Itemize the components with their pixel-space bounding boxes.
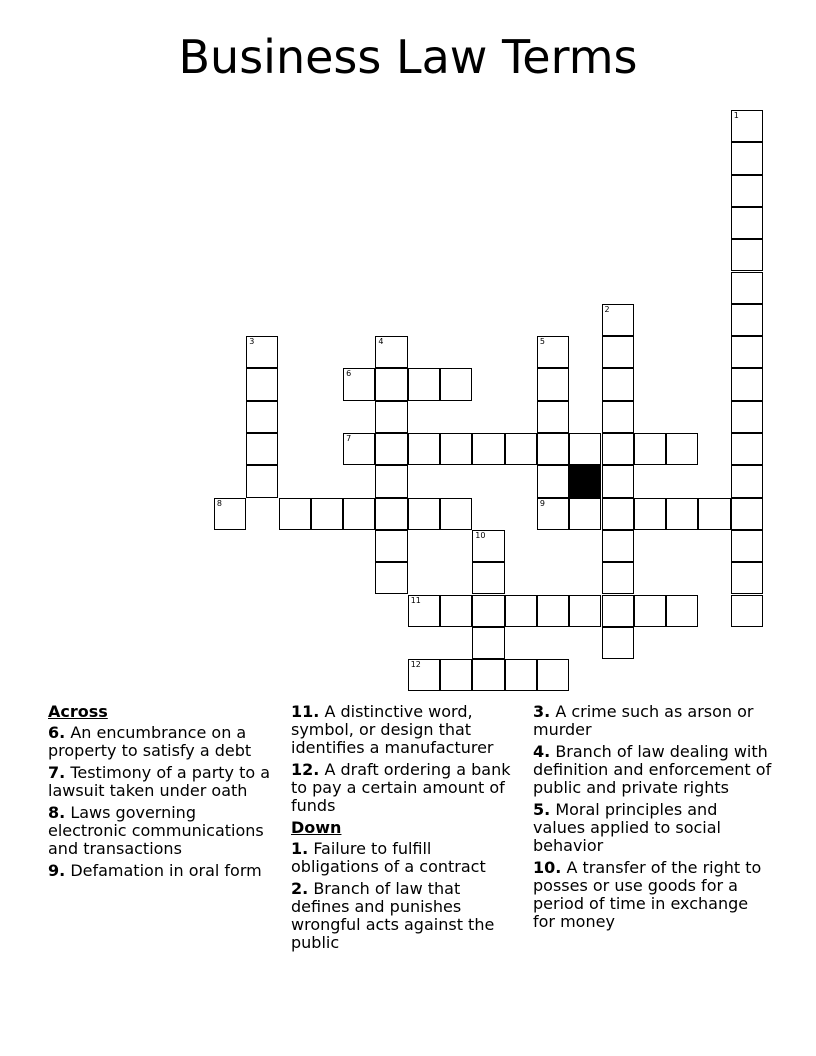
- clue-text: Failure to fulfill obligations of a contract: [291, 839, 486, 876]
- grid-cell[interactable]: [246, 465, 278, 497]
- grid-cell[interactable]: [246, 368, 278, 400]
- cell-number: 1: [733, 111, 739, 120]
- cell-number: 5: [539, 337, 545, 347]
- clue-text: Testimony of a party to a lawsuit taken under oath: [48, 763, 271, 800]
- grid-cell[interactable]: [731, 175, 763, 207]
- page-title: Business Law Terms: [178, 30, 638, 84]
- cell-number: 4: [378, 337, 384, 347]
- grid-cell[interactable]: [375, 530, 407, 562]
- grid-cell[interactable]: [666, 433, 698, 465]
- grid-cell[interactable]: [666, 595, 698, 627]
- grid-cell[interactable]: [602, 627, 634, 659]
- clues-column-2: [291, 703, 521, 956]
- grid-cell[interactable]: [440, 498, 472, 530]
- grid-cell[interactable]: [537, 659, 569, 691]
- clue-down-5: [533, 801, 773, 855]
- grid-cell[interactable]: [731, 401, 763, 433]
- clue-number: 2.: [291, 879, 309, 898]
- grid-cell[interactable]: [602, 498, 634, 530]
- clue-down-10: [533, 859, 773, 931]
- grid-cell[interactable]: [375, 433, 407, 465]
- grid-cell[interactable]: [634, 595, 666, 627]
- grid-cell[interactable]: [375, 498, 407, 530]
- grid-cell[interactable]: [375, 465, 407, 497]
- grid-cell[interactable]: [537, 336, 569, 368]
- clue-across-6: [48, 724, 278, 760]
- grid-cell[interactable]: [279, 498, 311, 530]
- grid-cell[interactable]: [634, 433, 666, 465]
- clue-down-3: [533, 703, 773, 739]
- grid-cell[interactable]: [472, 659, 504, 691]
- grid-cell[interactable]: [440, 659, 472, 691]
- grid-cell[interactable]: [602, 433, 634, 465]
- grid-cell[interactable]: [731, 239, 763, 271]
- grid-cell[interactable]: [537, 368, 569, 400]
- grid-cell[interactable]: [731, 110, 763, 142]
- grid-cell[interactable]: [537, 595, 569, 627]
- clue-number: 10.: [533, 858, 562, 877]
- clues-column-1: [48, 703, 278, 884]
- grid-cell[interactable]: [731, 562, 763, 594]
- grid-cell[interactable]: [505, 595, 537, 627]
- grid-cell[interactable]: [731, 336, 763, 368]
- clue-across-9: [48, 862, 278, 880]
- across-heading: Across: [48, 702, 108, 721]
- clue-down-1: [291, 840, 521, 876]
- grid-cell[interactable]: [472, 595, 504, 627]
- grid-cell[interactable]: [602, 368, 634, 400]
- cell-number: 11: [410, 595, 421, 605]
- grid-cell[interactable]: [537, 465, 569, 497]
- cell-number: 2: [604, 304, 610, 314]
- clue-number: 7.: [48, 763, 66, 782]
- clue-text: Branch of law dealing with definition and enforcement of public and private rights: [533, 742, 772, 797]
- grid-cell[interactable]: [731, 304, 763, 336]
- grid-cell[interactable]: [602, 465, 634, 497]
- grid-cell[interactable]: [569, 595, 601, 627]
- clue-across-7: [48, 764, 278, 800]
- clue-number: 1.: [291, 839, 309, 858]
- grid-cell[interactable]: [343, 368, 375, 400]
- grid-cell[interactable]: [505, 659, 537, 691]
- grid-cell[interactable]: [569, 433, 601, 465]
- grid-cell[interactable]: [602, 304, 634, 336]
- clues-column-3: [533, 703, 773, 935]
- grid-cell[interactable]: [311, 498, 343, 530]
- grid-cell[interactable]: [375, 401, 407, 433]
- grid-cell[interactable]: [246, 401, 278, 433]
- cell-number: 12: [410, 660, 421, 670]
- grid-cell[interactable]: [343, 498, 375, 530]
- grid-cell[interactable]: [375, 562, 407, 594]
- grid-cell[interactable]: [666, 498, 698, 530]
- clue-number: 4.: [533, 742, 551, 761]
- grid-cell[interactable]: [472, 433, 504, 465]
- clue-across-8: [48, 804, 278, 858]
- clue-down-2: [291, 880, 521, 952]
- clue-text: Branch of law that defines and punishes wrongful acts against the public: [291, 879, 495, 952]
- grid-cell[interactable]: [375, 336, 407, 368]
- grid-cell[interactable]: [214, 498, 246, 530]
- grid-cell[interactable]: [731, 595, 763, 627]
- grid-cell[interactable]: [440, 433, 472, 465]
- grid-cell[interactable]: [472, 530, 504, 562]
- clue-text: A draft ordering a bank to pay a certain amount of funds: [291, 760, 511, 815]
- grid-cell[interactable]: [731, 433, 763, 465]
- grid-cell[interactable]: [602, 336, 634, 368]
- grid-cell[interactable]: [408, 659, 440, 691]
- clue-text: A crime such as arson or murder: [533, 702, 754, 739]
- grid-cell[interactable]: [569, 498, 601, 530]
- clue-across-11: [291, 703, 521, 757]
- grid-cell[interactable]: [602, 562, 634, 594]
- grid-cell[interactable]: [602, 595, 634, 627]
- grid-cell[interactable]: [537, 498, 569, 530]
- clue-number: 3.: [533, 702, 551, 721]
- grid-cell[interactable]: [731, 142, 763, 174]
- clue-number: 12.: [291, 760, 320, 779]
- grid-cell[interactable]: [731, 368, 763, 400]
- cell-number: 10: [475, 530, 486, 540]
- clue-text: Moral principles and values applied to social behavior: [533, 800, 721, 855]
- grid-cell[interactable]: [343, 433, 375, 465]
- grid-cell[interactable]: [472, 627, 504, 659]
- cell-number: 6: [346, 369, 352, 379]
- grid-cell[interactable]: [634, 498, 666, 530]
- grid-cell[interactable]: [246, 336, 278, 368]
- clue-number: 5.: [533, 800, 551, 819]
- cell-number: 8: [216, 498, 222, 508]
- grid-cell[interactable]: [375, 368, 407, 400]
- grid-cell[interactable]: [537, 433, 569, 465]
- clue-number: 6.: [48, 723, 66, 742]
- grid-cell[interactable]: [440, 368, 472, 400]
- grid-cell[interactable]: [602, 530, 634, 562]
- grid-cell[interactable]: [602, 401, 634, 433]
- grid-cell[interactable]: [408, 368, 440, 400]
- grid-cell[interactable]: [731, 272, 763, 304]
- grid-cell[interactable]: [731, 498, 763, 530]
- down-heading: Down: [291, 818, 342, 837]
- grid-cell[interactable]: [472, 562, 504, 594]
- clue-number: 9.: [48, 861, 66, 880]
- clue-text: A transfer of the right to posses or use goods for a period of time in exchange for money: [533, 858, 762, 931]
- grid-cell[interactable]: [537, 401, 569, 433]
- clue-text: Defamation in oral form: [70, 861, 262, 880]
- clue-text: An encumbrance on a property to satisfy a debt: [48, 723, 252, 760]
- grid-cell[interactable]: [408, 433, 440, 465]
- clue-down-4: [533, 743, 773, 797]
- clue-text: A distinctive word, symbol, or design that identifies a manufacturer: [291, 702, 494, 757]
- grid-cell[interactable]: [440, 595, 472, 627]
- clue-text: Laws governing electronic communications and transactions: [48, 803, 264, 858]
- cell-number: 7: [346, 434, 352, 443]
- grid-cell[interactable]: [731, 207, 763, 239]
- grid-block: [569, 465, 601, 497]
- grid-cell[interactable]: [246, 433, 278, 465]
- grid-cell[interactable]: [731, 530, 763, 562]
- clue-number: 11.: [291, 702, 320, 721]
- grid-cell[interactable]: [505, 433, 537, 465]
- grid-cell[interactable]: [698, 498, 730, 530]
- grid-cell[interactable]: [408, 595, 440, 627]
- clue-across-12: [291, 761, 521, 815]
- grid-cell[interactable]: [731, 465, 763, 497]
- clue-number: 8.: [48, 803, 66, 822]
- grid-cell[interactable]: [408, 498, 440, 530]
- cell-number: 9: [539, 498, 545, 508]
- cell-number: 3: [249, 337, 255, 347]
